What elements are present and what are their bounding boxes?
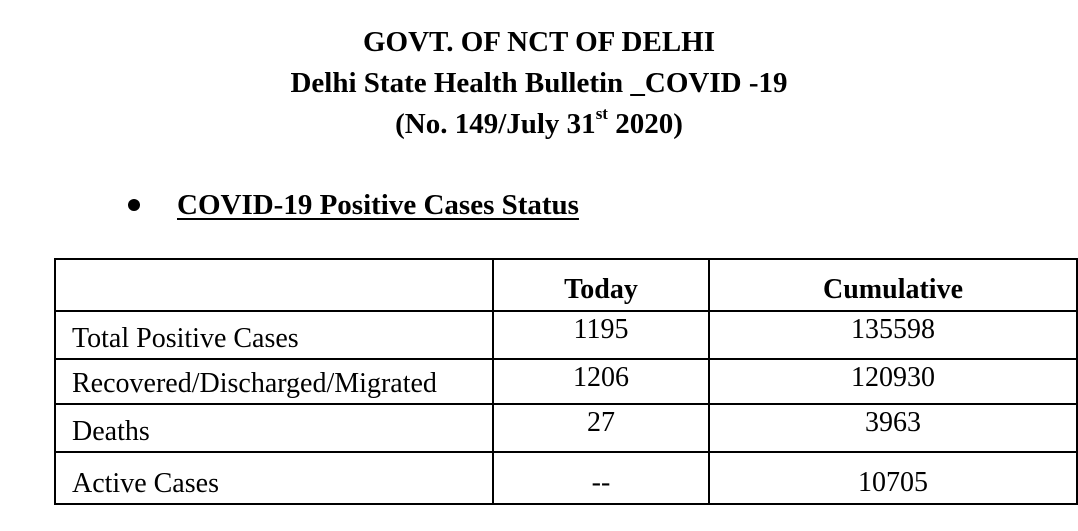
cumulative-value: 135598 xyxy=(709,311,1077,359)
today-value: 1195 xyxy=(493,311,709,359)
today-value: 1206 xyxy=(493,359,709,404)
cumulative-value: 10705 xyxy=(709,452,1077,504)
table-header-row xyxy=(55,259,1077,311)
bulletin-header xyxy=(0,22,1078,145)
bulletin-number-year: 2020) xyxy=(607,108,683,140)
table-row xyxy=(55,311,1077,359)
cumulative-value: 3963 xyxy=(709,404,1077,452)
today-value: -- xyxy=(493,452,709,504)
header-cell-cumulative: Cumulative xyxy=(709,259,1077,311)
header-cell-today: Today xyxy=(493,259,709,311)
cumulative-value: 120930 xyxy=(709,359,1077,404)
government-title: GOVT. OF NCT OF DELHI xyxy=(362,26,716,58)
bullet-icon xyxy=(128,199,140,211)
row-label: Deaths xyxy=(55,404,493,452)
table-row xyxy=(55,404,1077,452)
table-row xyxy=(55,452,1077,504)
header-cell-empty xyxy=(55,259,493,311)
row-label: Active Cases xyxy=(55,452,493,504)
bulletin-title: Delhi State Health Bulletin _COVID -19 xyxy=(290,67,788,99)
cases-status-table xyxy=(54,258,1078,505)
row-label: Recovered/Discharged/Migrated xyxy=(55,359,493,404)
section-heading xyxy=(128,185,579,225)
bulletin-number-prefix: (No. 149/July 31 xyxy=(395,108,596,140)
row-label: Total Positive Cases xyxy=(55,311,493,359)
bulletin-number xyxy=(0,104,1078,145)
today-value: 27 xyxy=(493,404,709,452)
table-row xyxy=(55,359,1077,404)
ordinal-suffix: st xyxy=(595,104,608,124)
section-title: COVID-19 Positive Cases Status xyxy=(177,188,579,221)
